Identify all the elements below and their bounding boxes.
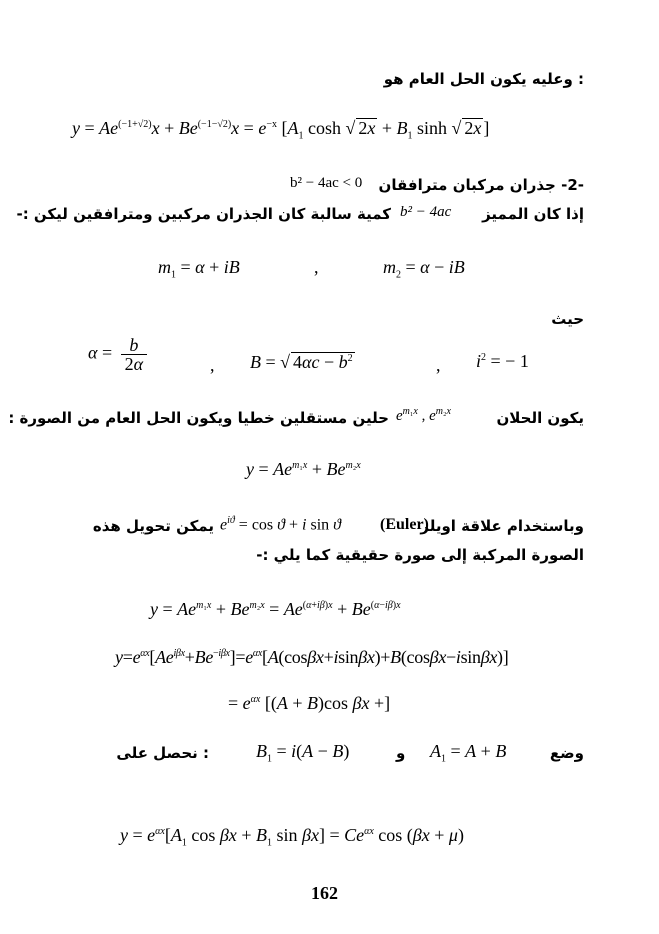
page-number: 162 <box>311 883 338 903</box>
equation-m2: $m_2 = \alpha$ − iB <box>383 257 465 281</box>
case2-text-a: إذا كان المميز <box>482 205 584 223</box>
equation-expansion-3: = $e^{\alpha x}$ [(A + B)cos βx +] <box>228 693 391 713</box>
separator-comma: , <box>436 355 441 375</box>
equation-expansion-2: $y=e^{\alpha x}[Ae^{i\beta x}+Be^{-i\beta x}]=e^{\alpha x}[A(\cos\beta x+isin\beta x)+B(\cos\beta x-isin\beta x)]$ <box>115 647 509 667</box>
equation-expansion-1: $y = Ae^{m_1x} + Be^{m_2x} = Ae^{(\alpha+i\beta)x} + Be^{(\alpha-i\beta)x}$ <box>150 599 401 619</box>
euler-label: (Euler) <box>380 516 429 533</box>
where-label: حيث <box>551 310 584 328</box>
and-label: و <box>396 744 406 762</box>
equation-B1: $B_1 = i(A - B)$ <box>256 741 350 765</box>
get-label: : نحصل على <box>116 744 209 762</box>
equation-final-solution: $y = e^{\alpha x}[A_1$ $\cos \beta x + B_1$ $\sin \beta x] = Ce^{\alpha x}$ cos (βx + μ) <box>120 825 464 849</box>
separator-comma: , <box>314 257 319 277</box>
equation-general-solution-real-roots: $y = Ae^{(-1+√2)}x + Be^{(-1-√2)}x = e^{-x}$ [$A_1$ cosh √ $2x + B_1$ sinh √ 2x ] <box>72 118 490 142</box>
equation-i-squared: $i^2$ = − 1 <box>476 351 529 371</box>
equation-general-solution-complex: $y = Ae^{m_1x} + Be^{m_2x}$ <box>246 459 361 479</box>
put-label: وضع <box>549 744 584 762</box>
equation-A1: $A_1 = A + B$ <box>430 741 507 765</box>
euler-formula: $e^{iϑ} = \cos ϑ + i$ sin ϑ <box>220 515 342 534</box>
case2-condition: b² − 4ac < 0 <box>290 175 363 191</box>
euler-text-a: وباستخدام علاقة اويلر <box>420 517 584 535</box>
equation-alpha: α = $\frac{b}{2\alpha}$ <box>88 336 151 373</box>
solutions-text-a: يكون الحلان <box>496 409 584 427</box>
intro-general-solution: : وعليه يكون الحل العام هو <box>383 70 584 88</box>
case2-discriminant: b² − 4ac <box>400 204 452 220</box>
solutions-text-b: حلين مستقلين خطيا ويكون الحل العام من الصورة : <box>8 409 389 427</box>
equation-m1: $m_1 = \alpha$ + iB <box>158 257 240 281</box>
euler-text-c: الصورة المركبة إلى صورة حقيقية كما يلي :- <box>256 546 584 564</box>
solution-terms: $e^{m_1x}$ , $e^{m_2x}$ <box>396 406 451 424</box>
euler-text-b: يمكن تحويل هذه <box>92 517 214 535</box>
equation-B: B = √ $4\alpha c - b^2$ <box>250 352 353 372</box>
case2-heading: -2- جذران مركبان مترافقان <box>378 176 584 194</box>
case2-text-b: كمية سالبة كان الجذران مركبين ومترافقين ليكن :- <box>16 205 391 223</box>
separator-comma: , <box>210 355 215 375</box>
